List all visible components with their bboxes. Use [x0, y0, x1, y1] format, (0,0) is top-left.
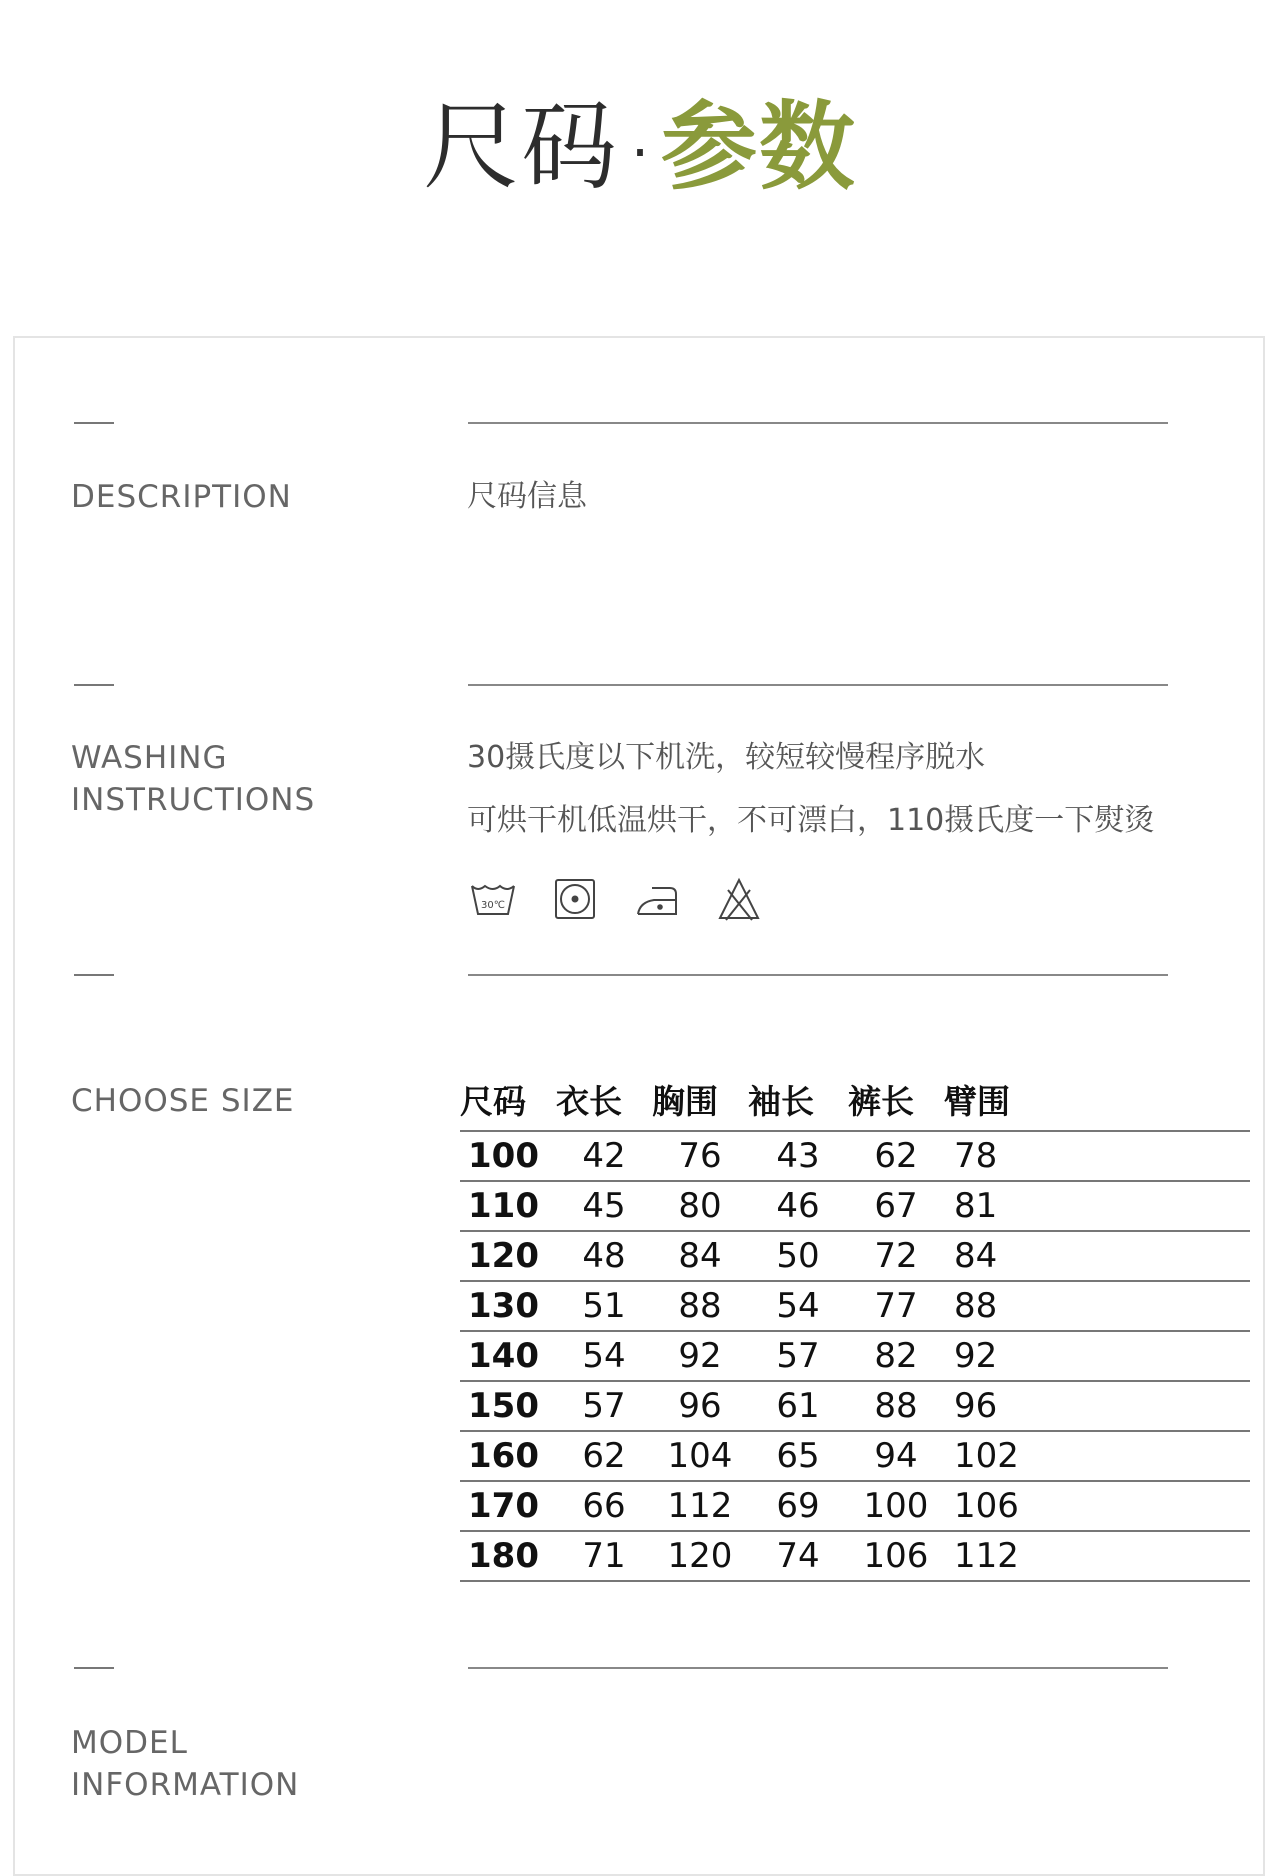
table-cell: 84 [652, 1231, 748, 1281]
table-cell: 88 [652, 1281, 748, 1331]
table-row [460, 1431, 1250, 1481]
model-label-line1: MODEL [71, 1725, 188, 1761]
table-cell: 80 [652, 1181, 748, 1231]
page-title [0, 92, 1280, 209]
size-cell: 120 [460, 1231, 556, 1281]
section-divider-short [74, 684, 114, 686]
table-cell: 106 [944, 1481, 1250, 1531]
choose-size-label: CHOOSE SIZE [71, 1083, 295, 1119]
table-cell: 112 [944, 1531, 1250, 1581]
section-divider-long [468, 1667, 1168, 1669]
table-cell: 65 [748, 1431, 848, 1481]
table-cell: 46 [748, 1181, 848, 1231]
header-sleeve: 袖长 [748, 1068, 848, 1131]
size-cell: 140 [460, 1331, 556, 1381]
model-label-line2: INFORMATION [71, 1767, 300, 1803]
table-cell: 54 [748, 1281, 848, 1331]
description-label: DESCRIPTION [71, 479, 292, 515]
header-chest: 胸围 [652, 1068, 748, 1131]
table-cell: 50 [748, 1231, 848, 1281]
size-table [460, 1068, 1250, 1582]
do-not-bleach-icon [716, 876, 762, 922]
table-cell: 104 [652, 1431, 748, 1481]
size-cell: 110 [460, 1181, 556, 1231]
table-cell: 74 [748, 1531, 848, 1581]
table-cell: 76 [652, 1131, 748, 1181]
table-cell: 45 [556, 1181, 652, 1231]
section-divider-long [468, 974, 1168, 976]
header-arm: 臂围 [944, 1068, 1250, 1131]
table-row [460, 1381, 1250, 1431]
table-cell: 71 [556, 1531, 652, 1581]
table-row [460, 1331, 1250, 1381]
wash-30-icon [470, 876, 516, 922]
section-divider-long [468, 422, 1168, 424]
size-cell: 170 [460, 1481, 556, 1531]
table-cell: 92 [944, 1331, 1250, 1381]
size-table-header [460, 1068, 1250, 1131]
washing-label-line2: INSTRUCTIONS [71, 782, 316, 818]
header-pants-length: 裤长 [848, 1068, 944, 1131]
table-cell: 88 [848, 1381, 944, 1431]
table-cell: 120 [652, 1531, 748, 1581]
header-size: 尺码 [460, 1068, 556, 1131]
table-row [460, 1531, 1250, 1581]
size-cell: 100 [460, 1131, 556, 1181]
header-length: 衣长 [556, 1068, 652, 1131]
table-cell: 72 [848, 1231, 944, 1281]
section-divider-short [74, 1667, 114, 1669]
table-cell: 82 [848, 1331, 944, 1381]
table-cell: 94 [848, 1431, 944, 1481]
table-cell: 57 [748, 1331, 848, 1381]
table-cell: 42 [556, 1131, 652, 1181]
tumble-dry-low-icon [552, 876, 598, 922]
table-row [460, 1481, 1250, 1531]
table-row [460, 1281, 1250, 1331]
table-cell: 54 [556, 1331, 652, 1381]
table-cell: 51 [556, 1281, 652, 1331]
table-cell: 48 [556, 1231, 652, 1281]
title-plain: 尺码 [423, 91, 620, 203]
table-cell: 77 [848, 1281, 944, 1331]
iron-low-icon [634, 876, 680, 922]
table-cell: 96 [944, 1381, 1250, 1431]
table-row [460, 1231, 1250, 1281]
table-cell: 96 [652, 1381, 748, 1431]
table-cell: 92 [652, 1331, 748, 1381]
table-row [460, 1181, 1250, 1231]
wash-temp-text: 30℃ [481, 900, 505, 911]
washing-instruction-line2: 可烘干机低温烘干，不可漂白，110摄氏度一下熨烫 [467, 803, 1155, 838]
size-cell: 180 [460, 1531, 556, 1581]
table-cell: 78 [944, 1131, 1250, 1181]
description-value: 尺码信息 [467, 479, 587, 514]
table-cell: 84 [944, 1231, 1250, 1281]
table-cell: 69 [748, 1481, 848, 1531]
table-cell: 102 [944, 1431, 1250, 1481]
washing-label-line1: WASHING [71, 740, 228, 776]
section-divider-long [468, 684, 1168, 686]
title-accent: 参数 [660, 91, 857, 203]
table-cell: 88 [944, 1281, 1250, 1331]
table-cell: 62 [556, 1431, 652, 1481]
table-cell: 62 [848, 1131, 944, 1181]
size-cell: 150 [460, 1381, 556, 1431]
table-cell: 100 [848, 1481, 944, 1531]
table-row [460, 1131, 1250, 1181]
section-divider-short [74, 422, 114, 424]
table-cell: 112 [652, 1481, 748, 1531]
washing-instruction-line1: 30摄氏度以下机洗，较短较慢程序脱水 [467, 740, 986, 775]
section-divider-short [74, 974, 114, 976]
table-cell: 81 [944, 1181, 1250, 1231]
table-cell: 67 [848, 1181, 944, 1231]
table-cell: 106 [848, 1531, 944, 1581]
size-cell: 130 [460, 1281, 556, 1331]
table-cell: 57 [556, 1381, 652, 1431]
table-cell: 43 [748, 1131, 848, 1181]
table-cell: 61 [748, 1381, 848, 1431]
title-dot: · [631, 120, 649, 186]
size-cell: 160 [460, 1431, 556, 1481]
table-cell: 66 [556, 1481, 652, 1531]
